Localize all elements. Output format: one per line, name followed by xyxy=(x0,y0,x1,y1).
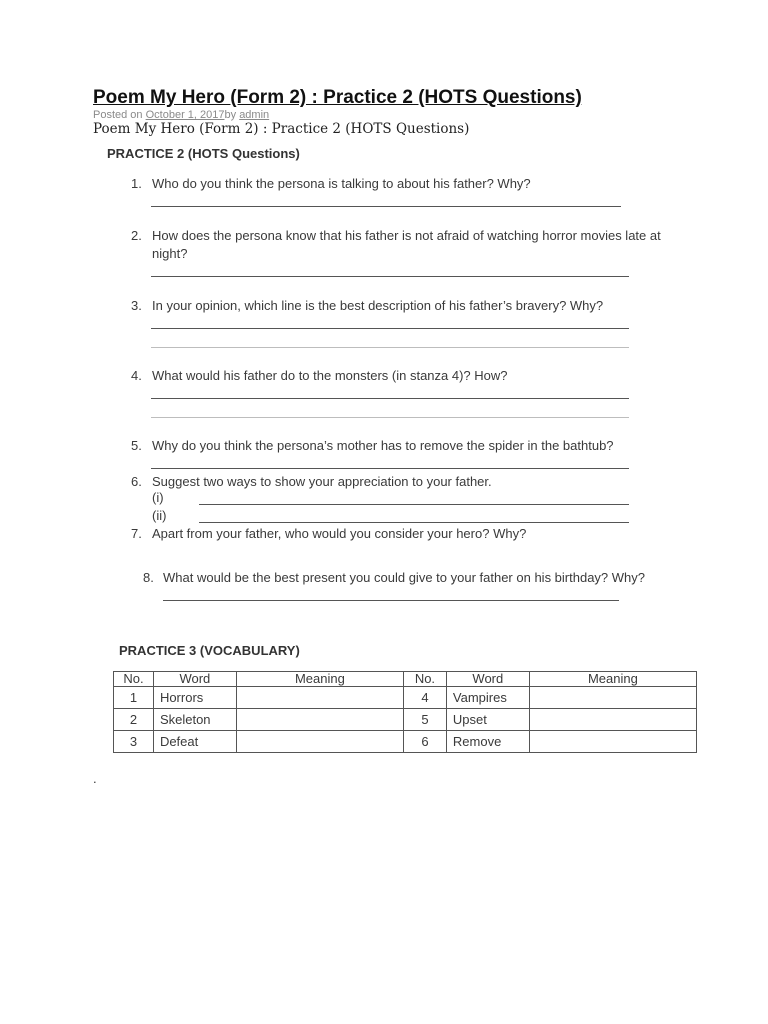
question-text: What would be the best present you could give to your father on his birthday? Why? xyxy=(163,570,645,585)
practice3-heading: PRACTICE 3 (VOCABULARY) xyxy=(119,643,300,658)
meaning-cell xyxy=(529,709,696,731)
word-cell: Horrors xyxy=(153,687,236,709)
answer-line xyxy=(151,347,629,348)
question-text: Who do you think the persona is talking to about his father? Why? xyxy=(152,176,531,191)
question-number: 7. xyxy=(131,526,142,541)
meaning-cell xyxy=(529,731,696,753)
answer-line xyxy=(151,468,629,469)
answer-line xyxy=(199,504,629,505)
word-cell: Remove xyxy=(446,731,529,753)
column-header: Word xyxy=(446,672,529,687)
post-title: Poem My Hero (Form 2) : Practice 2 (HOTS Questions) xyxy=(93,87,582,108)
column-header: No. xyxy=(114,672,154,687)
column-header: Meaning xyxy=(236,672,403,687)
post-date-link[interactable]: October 1, 2017 xyxy=(145,109,225,121)
row-number: 1 xyxy=(114,687,154,709)
word-cell: Upset xyxy=(446,709,529,731)
column-header: Word xyxy=(153,672,236,687)
row-number: 6 xyxy=(403,731,446,753)
row-number: 2 xyxy=(114,709,154,731)
table-row xyxy=(114,731,697,753)
meaning-cell xyxy=(236,731,403,753)
question-number: 8. xyxy=(143,570,154,585)
table-row xyxy=(114,687,697,709)
question-text: Apart from your father, who would you consider your hero? Why? xyxy=(152,526,527,541)
practice2-heading: PRACTICE 2 (HOTS Questions) xyxy=(107,146,300,161)
sub-item-label: (i) xyxy=(152,490,164,505)
question-text: Why do you think the persona’s mother has to remove the spider in the bathtub? xyxy=(152,438,614,453)
question-number: 6. xyxy=(131,474,142,489)
question-text: What would his father do to the monsters (in stanza 4)? How? xyxy=(152,368,508,383)
question-text: How does the persona know that his father is not afraid of watching horror movies late at xyxy=(152,228,661,243)
meaning-cell xyxy=(236,709,403,731)
question-text-continued: night? xyxy=(152,246,188,261)
row-number: 5 xyxy=(403,709,446,731)
answer-line xyxy=(151,206,621,207)
vocabulary-table xyxy=(113,671,697,753)
word-cell: Vampires xyxy=(446,687,529,709)
answer-line xyxy=(199,522,629,523)
word-cell: Defeat xyxy=(153,731,236,753)
post-subtitle: Poem My Hero (Form 2) : Practice 2 (HOTS Questions) xyxy=(93,121,470,137)
by-label: by xyxy=(224,109,237,121)
answer-line xyxy=(151,328,629,329)
question-number: 3. xyxy=(131,298,142,313)
table-header-row xyxy=(114,672,697,687)
column-header: Meaning xyxy=(529,672,696,687)
question-number: 5. xyxy=(131,438,142,453)
row-number: 4 xyxy=(403,687,446,709)
answer-line xyxy=(151,417,629,418)
row-number: 3 xyxy=(114,731,154,753)
column-header: No. xyxy=(403,672,446,687)
question-text: In your opinion, which line is the best description of his father’s bravery? Why? xyxy=(152,298,604,313)
author-link[interactable]: admin xyxy=(239,109,270,121)
question-text: Suggest two ways to show your appreciation to your father. xyxy=(152,474,492,489)
trailing-dot: . xyxy=(93,771,97,786)
question-number: 4. xyxy=(131,368,142,383)
meaning-cell xyxy=(529,687,696,709)
question-number: 2. xyxy=(131,228,142,243)
meaning-cell xyxy=(236,687,403,709)
table-row xyxy=(114,709,697,731)
sub-item-label: (ii) xyxy=(152,508,167,523)
posted-on-label: Posted on xyxy=(93,109,143,121)
question-number: 1. xyxy=(131,176,142,191)
answer-line xyxy=(163,600,619,601)
answer-line xyxy=(151,398,629,399)
word-cell: Skeleton xyxy=(153,709,236,731)
answer-line xyxy=(151,276,629,277)
